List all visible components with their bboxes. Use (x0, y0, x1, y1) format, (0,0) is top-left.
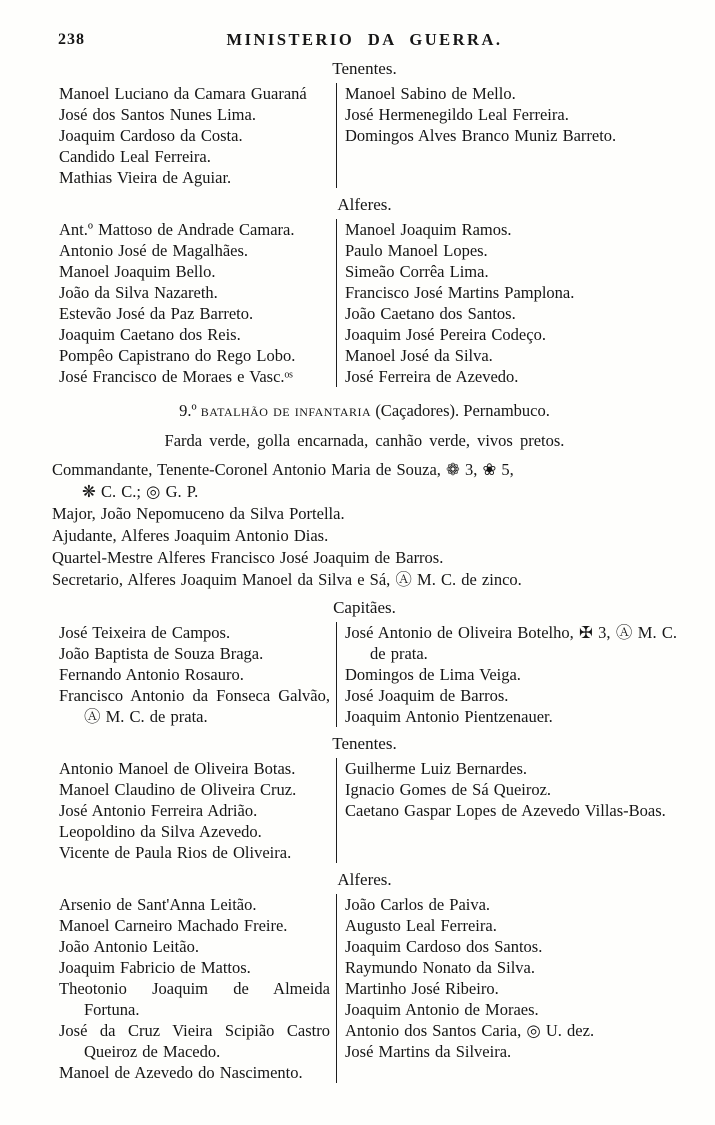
section-tenentes-2 (52, 734, 677, 863)
left-column (52, 894, 336, 1083)
section-alferes-2 (52, 870, 677, 1083)
officer-name: José Joaquim de Barros. (345, 686, 509, 705)
battalion-number: 9.º (179, 401, 197, 420)
officer-name: Domingos de Lima Veiga. (345, 665, 521, 684)
staff-secretario: Secretario, Alferes Joaquim Manoel da Silva e Sá, Ⓐ M. C. de zinco. (52, 570, 522, 589)
page-title: MINISTERIO DA GUERRA. (226, 30, 503, 49)
battalion-subtitle: (Caçadores). Pernambuco. (375, 401, 550, 420)
officer-name: Raymundo Nonato da Silva. (345, 958, 535, 977)
rank-header-tenentes-1: Tenentes. (332, 59, 397, 78)
officer-name: Candido Leal Ferreira. (59, 147, 211, 166)
right-column (337, 894, 677, 1083)
officer-name: Joaquim Cardoso da Costa. (59, 126, 243, 145)
officer-name: Manoel Luciano da Camara Guaraná (59, 84, 307, 103)
officer-name: Theotonio Joaquim de Almeida Fortuna. (59, 979, 330, 1019)
right-column (337, 83, 677, 188)
officer-name: Fernando Antonio Rosauro. (59, 665, 244, 684)
officer-name: José Teixeira de Campos. (59, 623, 231, 642)
officer-name: Caetano Gaspar Lopes de Azevedo Villas-Boas. (345, 801, 666, 820)
left-column (52, 83, 336, 188)
officer-name: Ignacio Gomes de Sá Queiroz. (345, 780, 552, 799)
rank-header-tenentes-2: Tenentes. (332, 734, 397, 753)
officer-name: Ant.º Mattoso de Andrade Camara. (59, 220, 295, 239)
officer-name: Simeão Corrêa Lima. (345, 262, 489, 281)
staff-major: Major, João Nepomuceno da Silva Portella. (52, 504, 345, 523)
two-column-list (52, 622, 677, 727)
officer-name: Martinho José Ribeiro. (345, 979, 499, 998)
officer-name: Augusto Leal Ferreira. (345, 916, 497, 935)
officer-name: Manoel Joaquim Bello. (59, 262, 216, 281)
section-battalion-9 (52, 400, 677, 591)
page-number: 238 (58, 31, 85, 48)
officer-name: João da Silva Nazareth. (59, 283, 218, 302)
section-alferes-1 (52, 195, 677, 387)
staff-commandante-honors: ❋ C. C.; ◎ G. P. (82, 482, 199, 501)
officer-name: Manoel Joaquim Ramos. (345, 220, 512, 239)
staff-ajudante: Ajudante, Alferes Joaquim Antonio Dias. (52, 526, 329, 545)
officer-name: Joaquim Antonio de Moraes. (345, 1000, 539, 1019)
officer-name: Manoel Carneiro Machado Freire. (59, 916, 288, 935)
staff-commandante: Commandante, Tenente-Coronel Antonio Maria de Souza, ❁ 3, ❀ 5, (52, 460, 514, 479)
officer-name: Paulo Manoel Lopes. (345, 241, 488, 260)
officer-name: José Francisco de Moraes e Vasc.ᵒˢ (59, 367, 293, 386)
left-column (52, 622, 336, 727)
officer-name: João Carlos de Paiva. (345, 895, 491, 914)
officer-name: Joaquim Caetano dos Reis. (59, 325, 241, 344)
battalion-name: batalhão de infantaria (200, 401, 372, 420)
section-tenentes-1 (52, 59, 677, 188)
officer-name: Joaquim Antonio Pientzenauer. (345, 707, 553, 726)
staff-quartel-mestre: Quartel-Mestre Alferes Francisco José Joaquim de Barros. (52, 548, 444, 567)
officer-name: Arsenio de Sant'Anna Leitão. (59, 895, 257, 914)
two-column-list (52, 758, 677, 863)
officer-name: Manoel de Azevedo do Nascimento. (59, 1063, 303, 1082)
officer-name: Estevão José da Paz Barreto. (59, 304, 254, 323)
officer-name: Francisco José Martins Pamplona. (345, 283, 575, 302)
rank-header-alferes-1: Alferes. (337, 195, 392, 214)
section-capitaes (52, 598, 677, 727)
officer-name: Manoel José da Silva. (345, 346, 493, 365)
officer-name: José da Cruz Vieira Scipião Castro Queiroz de Macedo. (59, 1021, 330, 1061)
rank-header-alferes-2: Alferes. (337, 870, 392, 889)
officer-name: João Caetano dos Santos. (345, 304, 516, 323)
officer-name: Guilherme Luiz Bernardes. (345, 759, 528, 778)
officer-name: Leopoldino da Silva Azevedo. (59, 822, 262, 841)
officer-name: José Hermenegildo Leal Ferreira. (345, 105, 569, 124)
right-column (337, 219, 677, 387)
officer-name: José Antonio de Oliveira Botelho, ✠ 3, Ⓐ M. C. de prata. (345, 623, 677, 663)
officer-name: Joaquim Fabricio de Mattos. (59, 958, 251, 977)
officer-name: Manoel Claudino de Oliveira Cruz. (59, 780, 297, 799)
officer-name: Vicente de Paula Rios de Oliveira. (59, 843, 292, 862)
battalion-heading (52, 400, 677, 421)
officer-name: Antonio José de Magalhães. (59, 241, 249, 260)
officer-name: João Baptista de Souza Braga. (59, 644, 264, 663)
two-column-list (52, 894, 677, 1083)
officer-name: José Ferreira de Azevedo. (345, 367, 519, 386)
officer-name: José Martins da Silveira. (345, 1042, 512, 1061)
two-column-list (52, 83, 677, 188)
officer-name: Pompêo Capistrano do Rego Lobo. (59, 346, 296, 365)
officer-name: José Antonio Ferreira Adrião. (59, 801, 258, 820)
officer-name: Francisco Antonio da Fonseca Galvão, Ⓐ M. C. de prata. (59, 686, 330, 726)
officer-name: Domingos Alves Branco Muniz Barreto. (345, 126, 617, 145)
officer-name: Antonio Manoel de Oliveira Botas. (59, 759, 296, 778)
officer-name: Joaquim José Pereira Codeço. (345, 325, 546, 344)
officer-name: Antonio dos Santos Caria, ◎ U. dez. (345, 1021, 595, 1040)
officer-name: Mathias Vieira de Aguiar. (59, 168, 232, 187)
left-column (52, 758, 336, 863)
officer-name: Manoel Sabino de Mello. (345, 84, 516, 103)
right-column (337, 622, 677, 727)
rank-header-capitaes: Capitães. (333, 598, 396, 617)
two-column-list (52, 219, 677, 387)
uniform-description: Farda verde, golla encarnada, canhão verde, vivos pretos. (164, 431, 565, 450)
officer-name: José dos Santos Nunes Lima. (59, 105, 256, 124)
right-column (337, 758, 677, 863)
page-running-head (52, 30, 677, 52)
left-column (52, 219, 336, 387)
officer-name: Joaquim Cardoso dos Santos. (345, 937, 543, 956)
officer-name: João Antonio Leitão. (59, 937, 199, 956)
